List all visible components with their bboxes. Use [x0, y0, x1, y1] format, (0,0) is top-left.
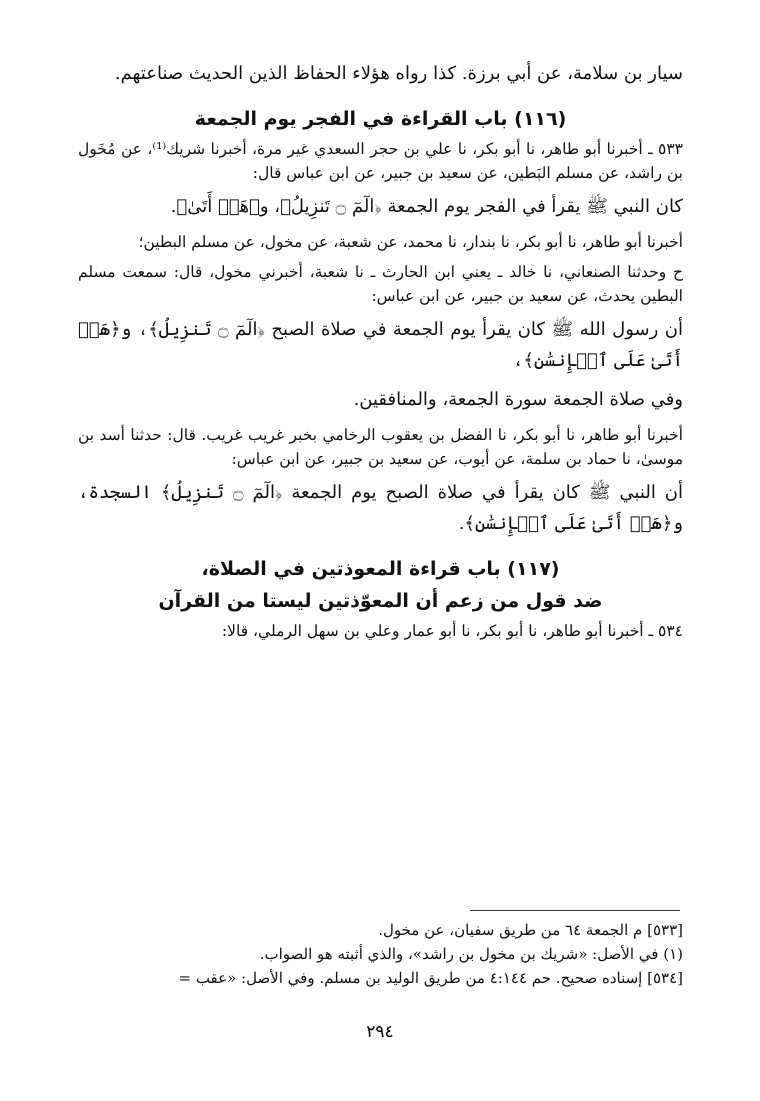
matn-533-c: وفي صلاة الجمعة سورة الجمعة، والمنافقين. [353, 389, 683, 410]
matn-533: كان النبي ﷺ يقرأ في الفجر يوم الجمعة ﴿الٓمٓ ۝ تَنزِيلُ﴾، و﴿هَلۡ أَتَىٰ﴾. [170, 196, 683, 217]
isnad-533-c: ح وحدثنا الصنعاني، نا خالد ـ يعني ابن الحارث ـ نا شعبة، أخبرني مخول، قال: سمعت مسلم البطين يحدث، عن سعيد بن جبير، عن ابن عباس: [78, 263, 683, 305]
isnad-534: ٥٣٤ ـ أخبرنا أبو طاهر، نا أبو بكر، نا أبو عمار وعلي بن سهل الرملي، قالا: [221, 622, 683, 640]
chapter-heading-117-line1: (١١٧) باب قراءة المعوذتين في الصلاة، [201, 558, 560, 580]
footnote-1: (١) في الأصل: «شريك بن مخول بن راشد»، والذي أثبته هو الصواب. [259, 945, 683, 963]
footnote-534: [٥٣٤] إسناده صحيح. حم ٤:١٤٤ من طريق الوليد بن مسلم. وفي الأصل: «عقب = [178, 969, 683, 987]
footnotes [78, 918, 683, 990]
matn-533-b: أن رسول الله ﷺ كان يقرأ يوم الجمعة في صلاة الصبح ﴿الٓمٓ ۝ تَنزِيلُ﴾، و﴿هَلۡ أَتَىٰ عَلَى ٱلۡإِنسَٰنِ﴾، [78, 319, 684, 371]
page-number: ٢٩٤ [366, 1022, 394, 1042]
chapter-heading-116: (١١٦) باب القراءة في الفجر يوم الجمعة [194, 108, 567, 130]
isnad-533-d: أخبرنا أبو طاهر، نا أبو بكر، نا الفضل بن يعقوب الرخامي بخبر غريب غريب. قال: حدثنا أسد بن موسىٰ، نا حماد بن سلمة، عن أيوب، عن سعيد بن جبير، عن ابن عباس: [78, 426, 683, 468]
footnote-533: [٥٣٣] م الجمعة ٦٤ من طريق سفيان، عن مخول. [378, 921, 683, 939]
isnad-533: ٥٣٣ ـ أخبرنا أبو طاهر، نا أبو بكر، نا علي بن حجر السعدي غير مرة، أخبرنا شريك⁽¹⁾، عن مُخَول بن راشد، عن مسلم البَطين، عن سعيد بن جبير، عن ابن عباس قال: [78, 140, 683, 182]
matn-533-d: أن النبي ﷺ كان يقرأ في صلاة الصبح يوم الجمعة ﴿الٓمٓ ۝ تَنزِيلُ﴾ السجدة، و﴿هَلۡ أَتَىٰ عَلَى ٱلۡإِنسَٰنِ﴾. [78, 482, 683, 534]
paragraph-continuation: سيار بن سلامة، عن أبي برزة. كذا رواه هؤلاء الحفاظ الذين الحديث صناعتهم. [114, 63, 683, 84]
page-body [78, 58, 683, 643]
chapter-heading-117-line2: ضد قول من زعم أن المعوّذتين ليستا من القرآن [158, 590, 603, 612]
isnad-533-b: أخبرنا أبو طاهر، نا أبو بكر، نا بندار، نا محمد، عن شعبة، عن مخول، عن مسلم البطين؛ [138, 233, 683, 251]
footnote-separator [470, 910, 680, 911]
